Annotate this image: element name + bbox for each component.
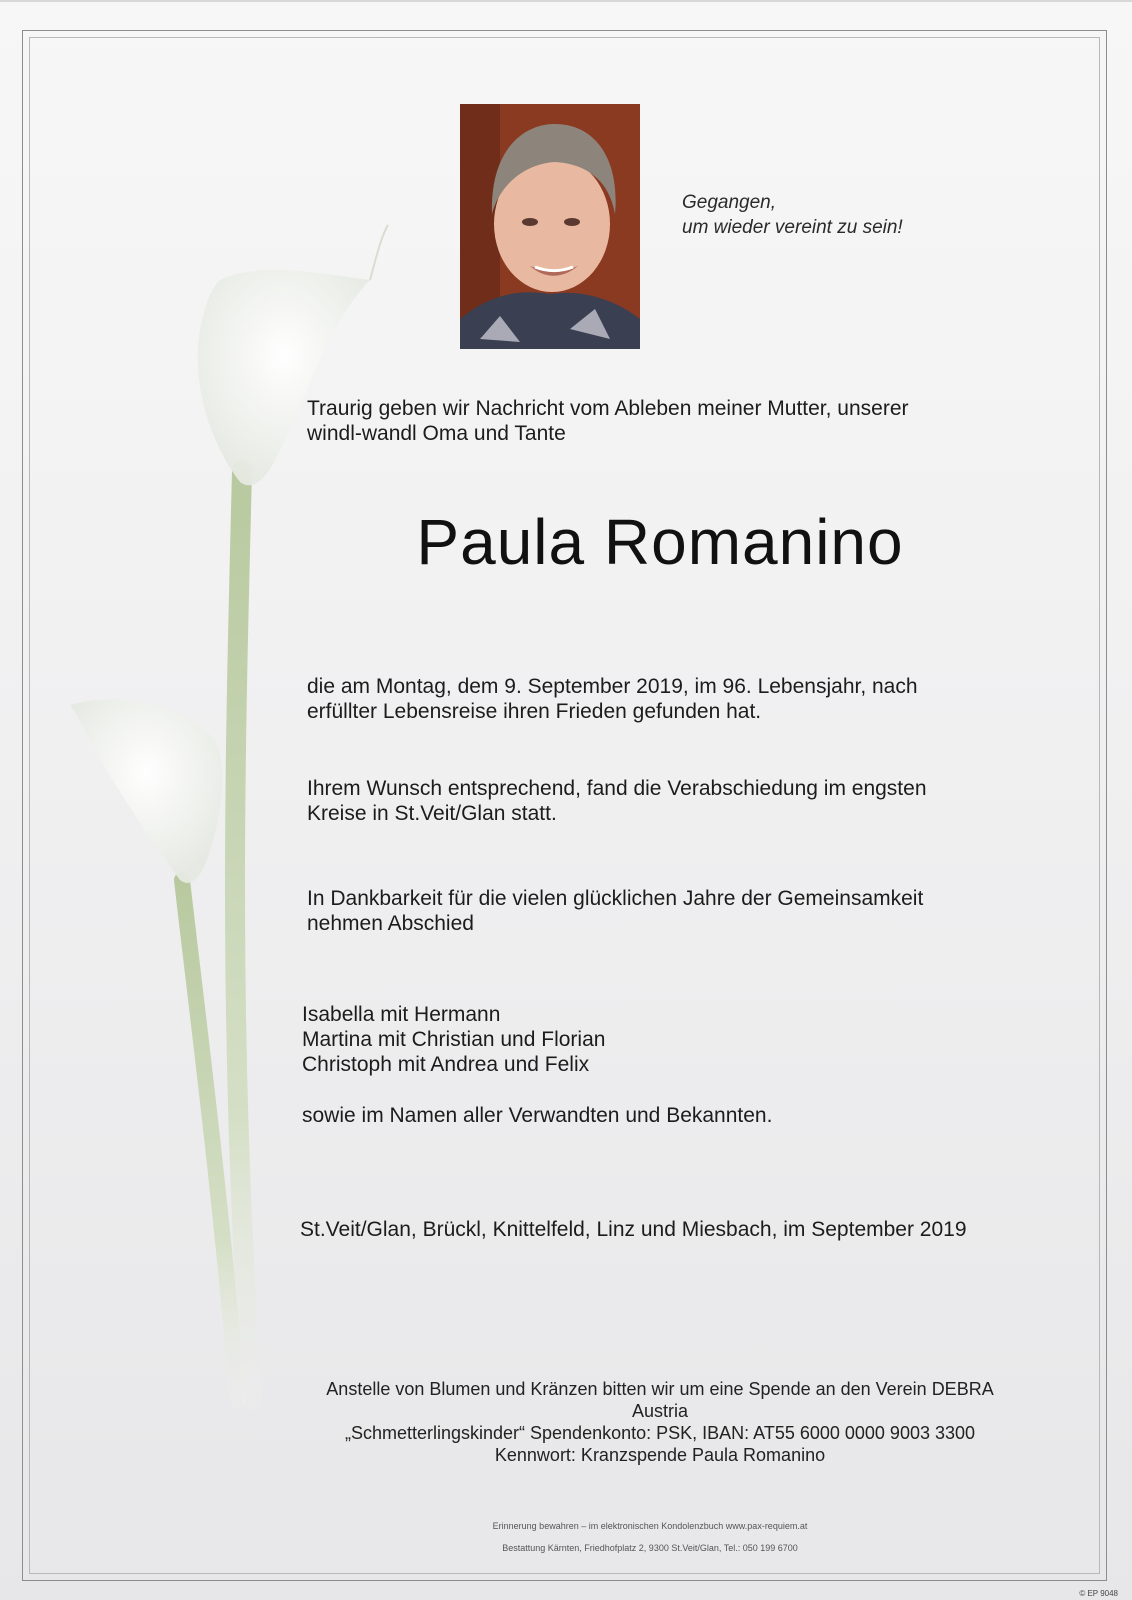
lily-flower-lower [70, 699, 223, 883]
announcement-line: Traurig geben wir Nachricht vom Ableben meiner Mutter, unserer [307, 397, 909, 420]
epitaph-quote [682, 190, 982, 240]
footer-line: Bestattung Kärnten, Friedhofplatz 2, 9300 St.Veit/Glan, Tel.: 050 199 6700 [502, 1543, 798, 1553]
mourners-list [302, 1002, 605, 1077]
mourner-entry: Christoph mit Andrea und Felix [302, 1053, 590, 1076]
quote-line: um wieder vereint zu sein! [682, 217, 903, 238]
death-notice-line: erfüllter Lebensreise ihren Frieden gefunden hat. [307, 700, 762, 723]
death-notice-line: die am Montag, dem 9. September 2019, im 96. Lebensjahr, nach [307, 675, 918, 698]
farewell-line: Kreise in St.Veit/Glan statt. [307, 802, 557, 825]
deceased-name: Paula Romanino [416, 506, 904, 578]
farewell-line: Ihrem Wunsch entsprechend, fand die Verabschiedung im engsten [307, 777, 927, 800]
farewell-text [307, 776, 927, 826]
donation-line: Kennwort: Kranzspende Paula Romanino [494, 1445, 826, 1465]
donation-line: „Schmetterlingskinder“ Spendenkonto: PSK, IBAN: AT55 6000 0000 9003 3300 [344, 1423, 976, 1443]
gratitude-line: nehmen Abschied [307, 912, 474, 935]
funeral-home-footer [350, 1515, 950, 1559]
quote-line: Gegangen, [682, 192, 777, 213]
relatives-line: sowie im Namen aller Verwandten und Bekannten. [302, 1104, 773, 1127]
announcement-text [307, 396, 909, 446]
product-code: © EP 9048 [1079, 1589, 1118, 1598]
scan-edge [0, 0, 1132, 2]
mourner-entry: Martina mit Christian und Florian [302, 1028, 606, 1051]
gratitude-line: In Dankbarkeit für die vielen glücklichen Jahre der Gemeinsamkeit [307, 887, 924, 910]
gratitude-text [307, 886, 923, 936]
mourner-entry: Isabella mit Hermann [302, 1003, 501, 1026]
footer-line: Erinnerung bewahren – im elektronischen Kondolenzbuch www.pax-requiem.at [492, 1521, 808, 1531]
donation-line: Anstelle von Blumen und Kränzen bitten wir um eine Spende an den Verein DEBRA Austria [326, 1379, 994, 1421]
announcement-line: windl-wandl Oma und Tante [307, 422, 566, 445]
donation-request [300, 1378, 1020, 1466]
lily-stem-tall [235, 470, 252, 1400]
lily-flower-upper [198, 270, 370, 485]
portrait-photo [460, 104, 640, 349]
death-notice-text [307, 674, 918, 724]
place-date-line: St.Veit/Glan, Brückl, Knittelfeld, Linz und Miesbach, im September 2019 [300, 1218, 967, 1241]
